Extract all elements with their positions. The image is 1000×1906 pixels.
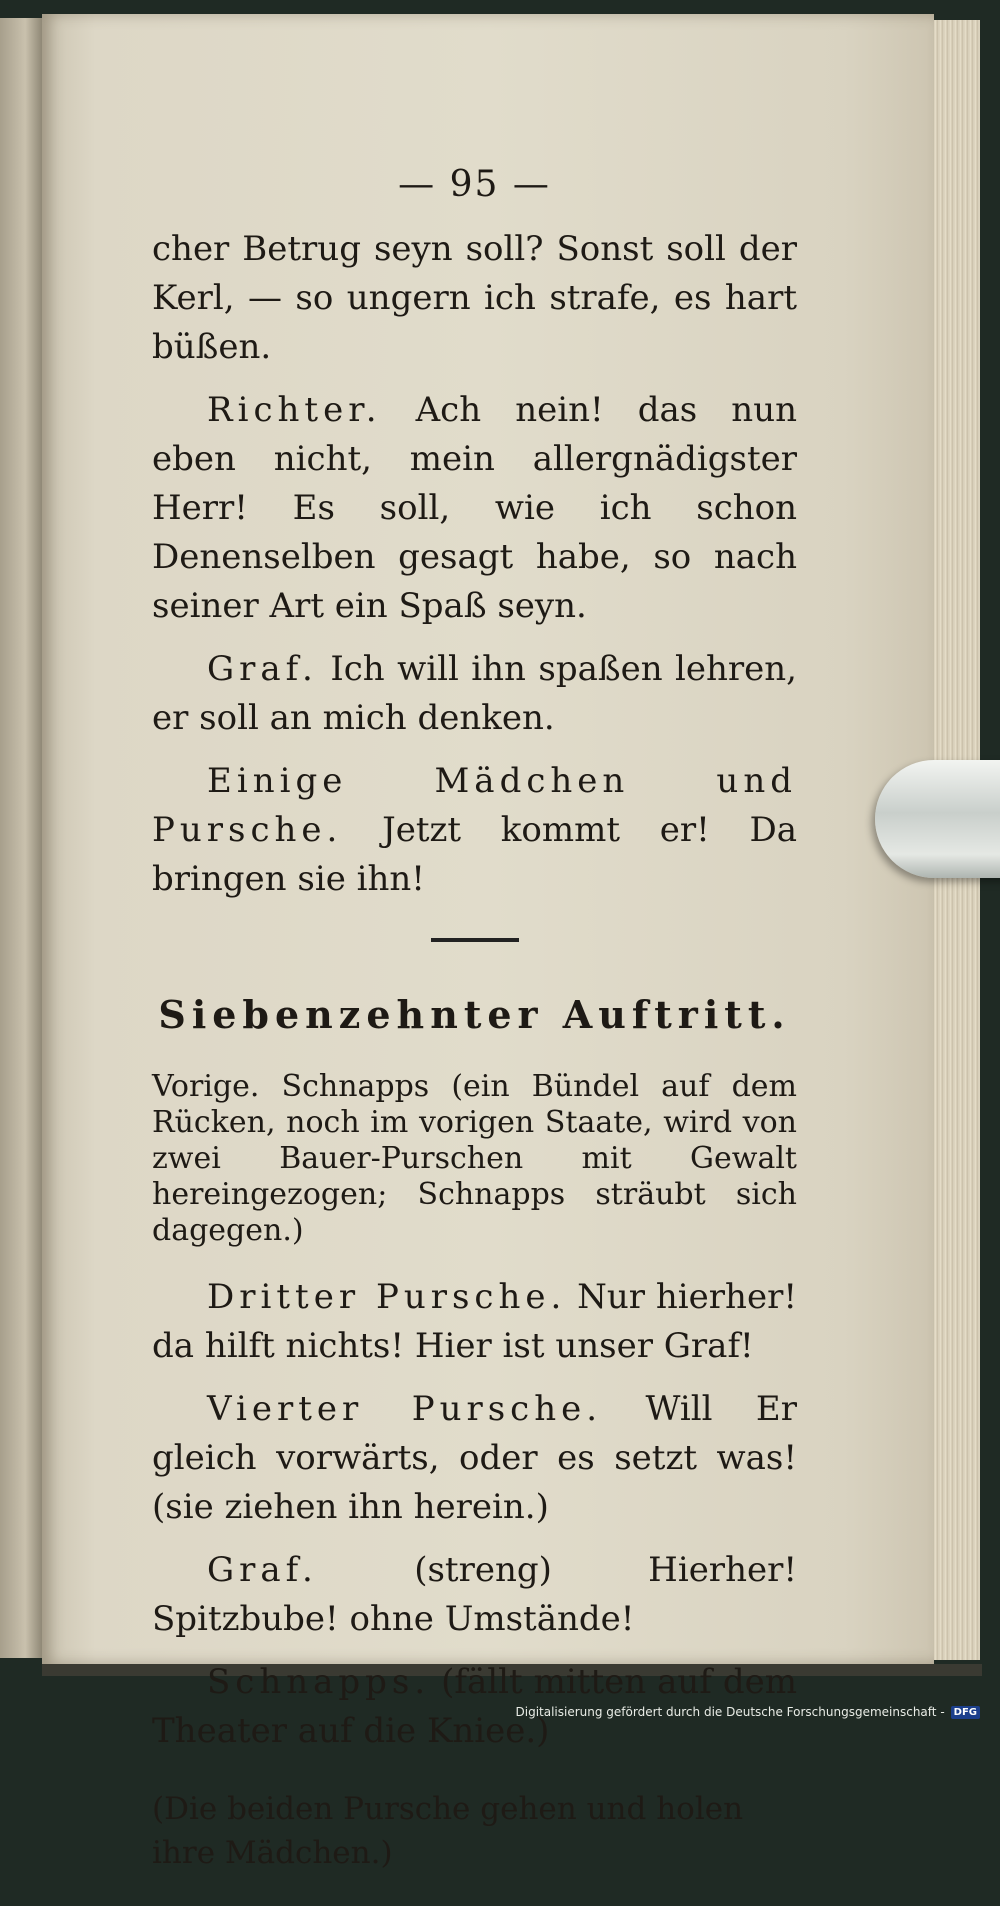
speaker-name: Vierter Pursche. xyxy=(207,1389,603,1429)
dialogue-dritter xyxy=(152,1273,797,1371)
dfg-logo-icon: DFG xyxy=(951,1706,980,1719)
paragraph-text: Jetzt kommt er! Da bringen sie ihn! xyxy=(152,810,797,899)
scene-heading: Siebenzehnter Auftritt. xyxy=(158,992,791,1037)
dialogue-text: Will Er gleich vorwärts, oder es setzt was! (sie ziehen ihn herein.) xyxy=(152,1389,797,1527)
page-clip xyxy=(875,760,1000,878)
section-divider xyxy=(431,938,519,942)
footer-credit xyxy=(516,1705,981,1719)
stage-direction: Vorige. Schnapps (ein Bündel auf dem Rücken, noch im vorigen Staate, wird von zwei Bauer-Purschen mit Gewalt hereingezogen; Schnapps sträubt sich dagegen.) xyxy=(152,1069,797,1248)
paragraph-maedchen xyxy=(152,757,797,904)
dialogue-text: Nur hierher! da hilft nichts! Hier ist unser Graf! xyxy=(152,1277,797,1366)
page-text xyxy=(152,160,797,1906)
speaker-name: Einige Mädchen und Pursche. xyxy=(152,761,797,850)
final-stage-direction: (Die beiden Pursche gehen und holen ihre Mädchen.) xyxy=(152,1791,744,1871)
paragraph-continuation xyxy=(152,225,797,372)
page-number: — 95 — xyxy=(398,164,551,205)
dialogue-vierter xyxy=(152,1385,797,1532)
paragraph-text: cher Betrug seyn soll? Sonst soll der Kerl, — so ungern ich strafe, es hart büßen. xyxy=(152,229,797,367)
left-page-edge xyxy=(0,18,42,1658)
dialogue-text: (fällt mitten auf dem Theater auf die Kniee.) xyxy=(152,1662,797,1751)
paragraph-text: Ich will ihn spaßen lehren, er soll an mich denken. xyxy=(152,649,797,738)
paragraph-text: Ach nein! das nun eben nicht, mein allergnädigster Herr! Es soll, wie ich schon Denenselben gesagt habe, so nach seiner Art ein Spaß seyn. xyxy=(152,390,798,626)
paragraph-richter xyxy=(152,386,797,631)
footer-text: Digitalisierung gefördert durch die Deutsche Forschungsgemeinschaft - xyxy=(515,1705,945,1719)
speaker-name: Graf. xyxy=(207,649,318,689)
dialogue-graf xyxy=(152,1546,797,1644)
paragraph-graf xyxy=(152,645,797,743)
speaker-name: Richter. xyxy=(207,390,382,430)
speaker-name: Graf. xyxy=(207,1550,318,1590)
speaker-name: Dritter Pursche. xyxy=(207,1277,567,1317)
speaker-name: Schnapps. xyxy=(207,1662,431,1702)
dialogue-text: (streng) Hierher! Spitzbube! ohne Umstände! xyxy=(152,1550,797,1639)
